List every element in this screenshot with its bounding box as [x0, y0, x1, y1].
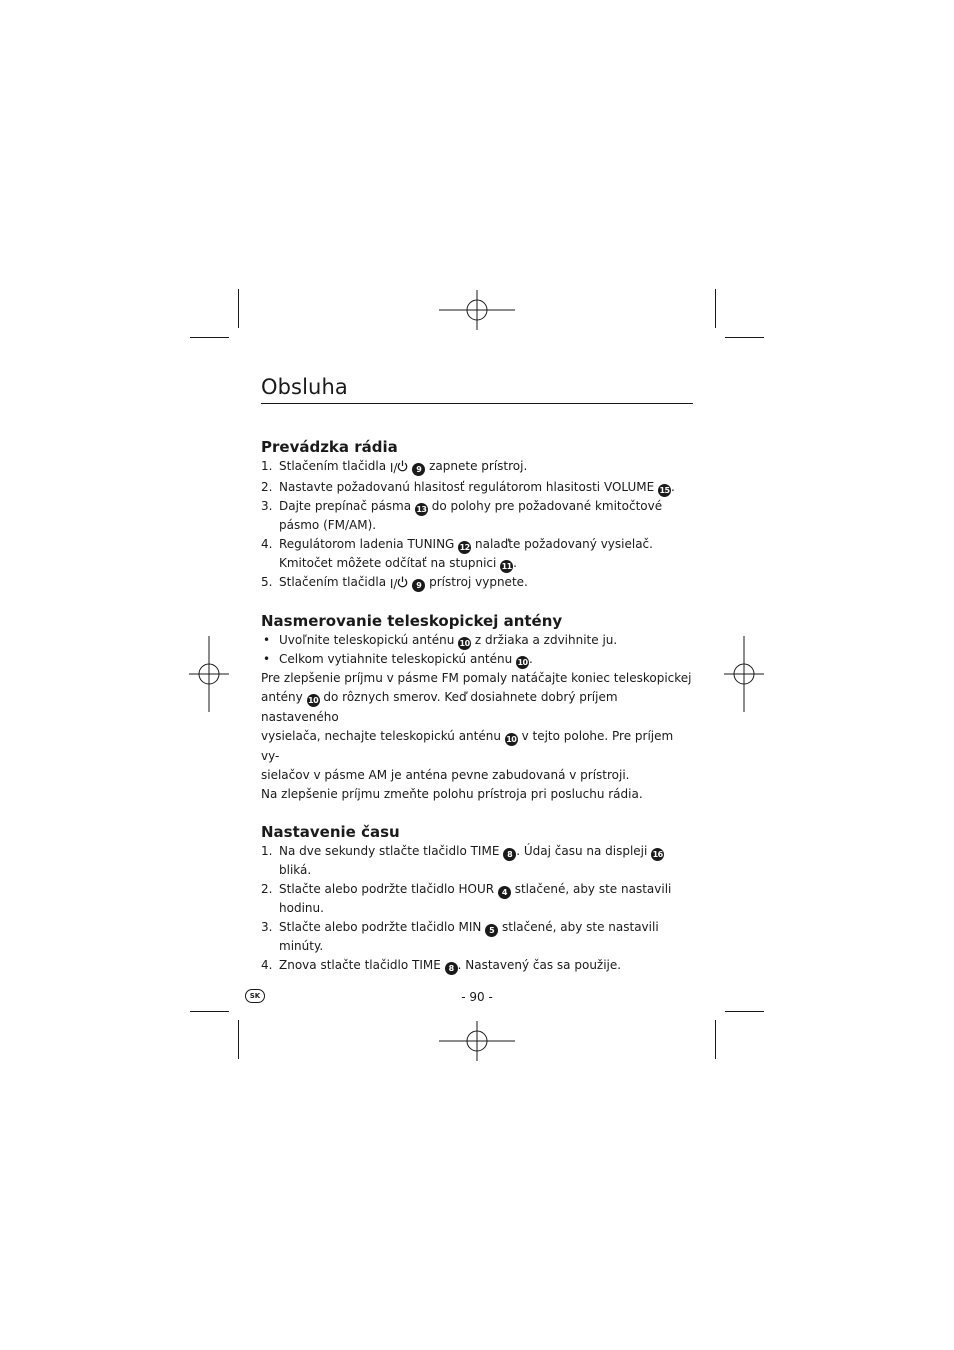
antenna-bullets-list: [261, 631, 693, 669]
ref-number-badge: 16: [652, 849, 663, 859]
page-number: - 90 -: [461, 990, 493, 1004]
crop-mark: [715, 289, 716, 328]
section-title-antenna: Nasmerovanie teleskopickej antény: [261, 612, 563, 630]
power-icon: I/: [390, 459, 409, 478]
ref-number-badge: 10: [459, 639, 470, 648]
crop-mark: [715, 1020, 716, 1059]
ref-number-badge: 15: [659, 486, 670, 495]
ref-number-badge: 11: [501, 562, 512, 571]
ref-number-badge: 12: [459, 543, 470, 552]
crop-mark: [190, 337, 229, 338]
antenna-paragraph: Pre zlepšenie príjmu v pásme FM pomaly natáčajte koniec teleskopickej antény 10 do rôznych smerov. Keď dosiahnete dobrý príjem nastaveného vysielača, nechajte teleskopickú anténu 10 v tejto polohe. Pre príjem vy- sielačov v pásme AM je anténa pevne zabudovaná v prístroji. Na zlepšenie príjmu zmeňte polohu prístroja pri posluchu rádia.: [261, 671, 692, 802]
ref-number-badge: 10: [517, 658, 528, 667]
list-item: 1. Na dve sekundy stlačte tlačidlo TIME 8 . Údaj času na displeji 16 bliká.: [261, 843, 663, 877]
bullet-icon: •: [263, 633, 271, 647]
ref-number-badge: 10: [308, 696, 319, 706]
registration-mark-right: [706, 636, 782, 712]
list-item: 5. Stlačením tlačidla I/ 9 prístroj vypnete.: [261, 573, 693, 594]
ref-number-badge: 9: [412, 463, 425, 476]
crop-mark: [725, 337, 764, 338]
language-badge: SK: [245, 989, 265, 1003]
section-title-time-setting: Nastavenie času: [261, 822, 400, 841]
list-item: 3. Dajte prepínač pásma 13 do polohy pre požadované kmitočtové pásmo (FM/AM).: [261, 499, 663, 532]
ref-number-badge: 8: [445, 962, 458, 975]
ref-number-badge: 10: [506, 735, 517, 745]
section-title-radio-operation: Prevádzka rádia: [261, 438, 398, 456]
ref-number-badge: 13: [416, 505, 427, 514]
ref-number-badge: 5: [485, 924, 498, 937]
list-item: 3. Stlačte alebo podržte tlačidlo MIN 5 stlačené, aby ste nastavili minúty.: [261, 919, 659, 953]
list-item: 1. Stlačením tlačidla I/ 9 zapnete prístroj.: [261, 457, 693, 478]
crop-mark: [725, 1011, 764, 1012]
registration-mark-left: [171, 636, 247, 712]
list-item: 2. Nastavte požadovanú hlasitosť regulátorom hlasitosti VOLUME 15.: [261, 480, 675, 495]
crop-mark: [238, 1020, 239, 1059]
list-item: 4. Znova stlačte tlačidlo TIME 8 . Nastavený čas sa použije.: [261, 957, 622, 973]
list-item: 2. Stlačte alebo podržte tlačidlo HOUR 4 stlačené, aby ste nastavili hodinu.: [261, 881, 672, 915]
crop-mark: [190, 1011, 229, 1012]
page-title: Obsluha: [261, 373, 693, 404]
list-item: • Uvoľnite teleskopickú anténu 10 z držiaka a zdvihnite ju.: [263, 633, 618, 648]
crop-mark: [238, 289, 239, 328]
ref-number-badge: 9: [412, 579, 425, 592]
radio-steps-list: [261, 457, 693, 594]
page-content: [261, 373, 693, 975]
registration-mark-bottom: [439, 1003, 515, 1079]
list-item: • Celkom vytiahnite teleskopickú anténu 10.: [263, 652, 533, 667]
ref-number-badge: 4: [498, 886, 511, 899]
power-icon: I/: [390, 575, 409, 594]
ref-number-badge: 8: [503, 848, 516, 861]
registration-mark-top: [439, 272, 515, 348]
time-steps-list: [261, 842, 693, 975]
bullet-icon: •: [263, 652, 271, 666]
list-item: 4. Regulátorom ladenia TUNING 12 nalaďte požadovaný vysielač. Kmitočet môžete odčítať na stupnici 11.: [261, 537, 653, 571]
